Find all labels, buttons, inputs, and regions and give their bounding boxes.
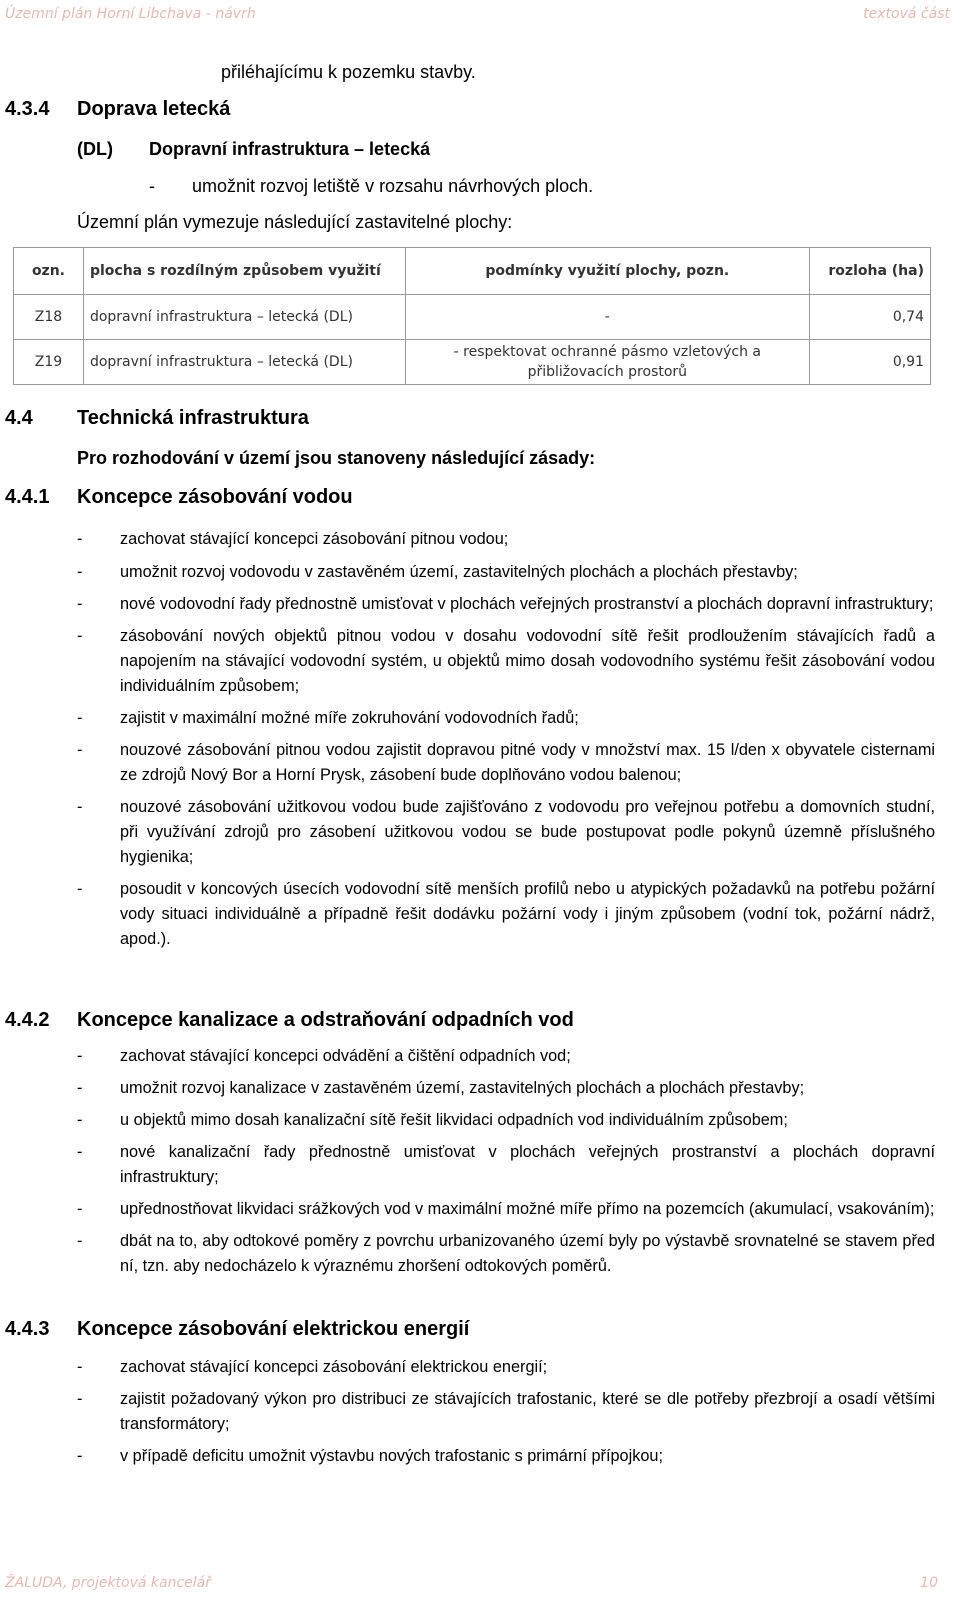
list-item: - v případě deficitu umožnit výstavbu nových trafostanic s primární přípojkou; [77,1447,663,1465]
running-header-right: textová část [863,6,950,22]
table-row [14,295,931,340]
section-number-441: 4.4.1 [5,486,50,508]
section-title-442: Koncepce kanalizace a odstraňování odpadních vod [77,1009,574,1031]
col-header-podminky: podmínky využití plochy, pozn. [405,248,809,295]
intro-line: přiléhajícímu k pozemku stavby. [221,62,476,82]
list-item: - posoudit v koncových úsecích vodovodní sítě menších profilů nebo u atypických požadavků na potřebu požární vody situaci individuálně a případně řešit dodávku požární vody i jiným způsobem (vodní tok, požární nádrž, apod.). [77,880,935,948]
dl-bullet-text: umožnit rozvoj letiště v rozsahu návrhových ploch. [192,176,594,196]
cell-area: 0,74 [810,295,931,340]
cell-cond: - respektovat ochranné pásmo vzletových a přibližovacích prostorů [405,340,809,385]
list-item: - umožnit rozvoj vodovodu v zastavěném území, zastavitelných plochách a plochách přestavby; [77,563,798,581]
cell-cond: - [405,295,809,340]
list-item: - zachovat stávající koncepci zásobování pitnou vodou; [77,530,509,548]
cell-id: Z19 [14,340,84,385]
dl-code: (DL) [77,139,113,159]
list-item: - zachovat stávající koncepci odvádění a čištění odpadních vod; [77,1047,571,1065]
list-item: - nouzové zásobování užitkovou vodou bude zajišťováno z vodovodu pro veřejnou potřebu a domovních studní, při využívání zdrojů pro zásobení užitkovou vodou se bude postupovat podle pokynů územně příslušného hygienika; [77,798,935,866]
running-footer-left: ŽALUDA, projektová kancelář [5,1575,212,1591]
zastavitelne-plochy-table [13,247,931,385]
col-header-ozn: ozn. [14,248,84,295]
list-item: - nové kanalizační řady přednostně umisťovat v plochách veřejných prostranství a plochách dopravní infrastruktury; [77,1143,935,1186]
cell-area: 0,91 [810,340,931,385]
list-item: - u objektů mimo dosah kanalizační sítě řešit likvidaci odpadních vod individuálním způsobem; [77,1111,788,1129]
section-44-lead: Pro rozhodování v území jsou stanoveny následující zásady: [77,448,596,468]
section-title-434: Doprava letecká [77,98,231,120]
section-number-443: 4.4.3 [5,1318,50,1340]
cell-use: dopravní infrastruktura – letecká (DL) [83,295,405,340]
list-item: - upřednostňovat likvidaci srážkových vod v maximální možné míře přímo na pozemcích (akumulací, vsakováním); [77,1200,935,1218]
list-item: - zachovat stávající koncepci zásobování elektrickou energií; [77,1358,548,1376]
cell-id: Z18 [14,295,84,340]
table-intro: Územní plán vymezuje následující zastavitelné plochy: [77,212,513,232]
col-header-rozloha: rozloha (ha) [810,248,931,295]
list-item: - nouzové zásobování pitnou vodou zajistit dopravou pitné vody v množství max. 15 l/den x obyvatele cisternami ze zdrojů Nový Bor a Horní Prysk, zásobení bude doplňováno vodou balenou; [77,741,935,784]
list-item: - dbát na to, aby odtokové poměry z povrchu urbanizovaného území byly po výstavbě srovnatelné se stavem před ní, tzn. aby nedocházelo k výraznému zhoršení odtokových poměrů. [77,1232,935,1275]
section-number-434: 4.3.4 [5,98,50,120]
table-row [14,340,931,385]
section-number-442: 4.4.2 [5,1009,50,1031]
page-number: 10 [920,1575,938,1591]
list-item: - nové vodovodní řady přednostně umisťovat v plochách veřejných prostranství a plochách dopravní infrastruktury; [77,595,934,613]
running-header-left: Územní plán Horní Libchava - návrh [5,6,256,22]
sewerage-list [77,1044,935,1279]
list-item: - umožnit rozvoj kanalizace v zastavěném území, zastavitelných plochách a plochách přestavby; [77,1079,805,1097]
section-title-441: Koncepce zásobování vodou [77,486,353,508]
dl-title: Dopravní infrastruktura – letecká [149,139,431,159]
section-number-44: 4.4 [5,407,33,429]
list-item: - zajistit požadovaný výkon pro distribuci ze stávajících trafostanic, které se dle potřeby přezbrojí a osadí většími transformátory; [77,1390,935,1433]
dl-bullet-dash: - [149,176,155,196]
col-header-plocha: plocha s rozdílným způsobem využití [83,248,405,295]
section-title-44: Technická infrastruktura [77,407,309,429]
section-title-443: Koncepce zásobování elektrickou energií [77,1318,470,1340]
table-header-row [14,248,931,295]
cell-use: dopravní infrastruktura – letecká (DL) [83,340,405,385]
electricity-list [77,1355,935,1469]
list-item: - zásobování nových objektů pitnou vodou v dosahu vodovodní sítě řešit prodloužením stávajících řadů a napojením na stávající vodovodní systém, u objektů mimo dosah vodovodního systému řešit zásobování vodou individuálním způsobem; [77,627,935,695]
list-item: - zajistit v maximální možné míře zokruhování vodovodních řadů; [77,709,579,727]
water-supply-list [77,527,935,952]
